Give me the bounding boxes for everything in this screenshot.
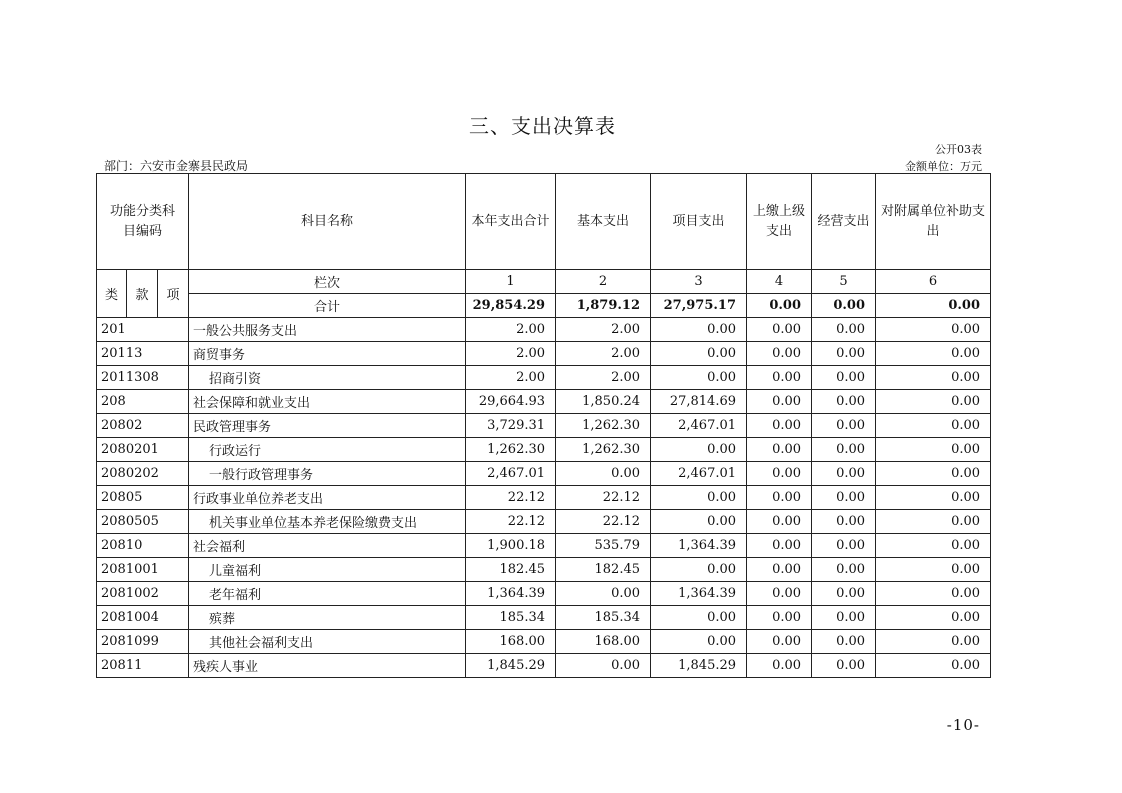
subheader-kuan: 款 <box>127 270 158 318</box>
row-value: 0.00 <box>747 582 812 606</box>
total-value: 29,854.29 <box>466 294 556 318</box>
row-code: 208 <box>97 390 189 414</box>
row-value: 0.00 <box>812 630 876 654</box>
table-row <box>97 366 991 390</box>
row-value: 0.00 <box>812 582 876 606</box>
row-value: 0.00 <box>747 486 812 510</box>
row-value: 0.00 <box>812 534 876 558</box>
subheader-xiang: 项 <box>158 270 189 318</box>
row-code: 2011308 <box>97 366 189 390</box>
table-row <box>97 558 991 582</box>
row-value: 0.00 <box>812 438 876 462</box>
row-value: 0.00 <box>812 558 876 582</box>
row-value: 168.00 <box>466 630 556 654</box>
total-label: 合计 <box>189 294 466 318</box>
row-value: 0.00 <box>651 510 747 534</box>
row-code: 2081099 <box>97 630 189 654</box>
row-value: 22.12 <box>556 486 651 510</box>
table-row <box>97 390 991 414</box>
header-subject-name: 科目名称 <box>189 174 466 270</box>
row-value: 0.00 <box>812 366 876 390</box>
column-index-5: 5 <box>812 270 876 294</box>
row-subject-name: 商贸事务 <box>189 342 466 366</box>
row-value: 0.00 <box>876 510 991 534</box>
total-row <box>97 294 991 318</box>
row-value: 0.00 <box>812 654 876 678</box>
row-value: 0.00 <box>876 462 991 486</box>
row-subject-name: 残疾人事业 <box>189 654 466 678</box>
row-value: 0.00 <box>876 534 991 558</box>
department-label: 部门：六安市金寨县民政局 <box>104 159 249 173</box>
header-project: 项目支出 <box>651 174 747 270</box>
row-value: 0.00 <box>651 438 747 462</box>
row-value: 0.00 <box>556 582 651 606</box>
row-value: 2.00 <box>556 318 651 342</box>
row-value: 22.12 <box>466 486 556 510</box>
row-value: 0.00 <box>876 654 991 678</box>
row-code: 2081004 <box>97 606 189 630</box>
page-title: 三、支出决算表 <box>469 114 616 138</box>
row-value: 0.00 <box>747 390 812 414</box>
row-value: 1,262.30 <box>556 438 651 462</box>
header-subsidy: 对附属单位补助支出 <box>876 174 991 270</box>
header-row <box>97 174 991 270</box>
row-value: 1,845.29 <box>466 654 556 678</box>
row-value: 0.00 <box>747 318 812 342</box>
row-value: 22.12 <box>466 510 556 534</box>
form-number: 公开03表 <box>935 143 982 156</box>
table-row <box>97 582 991 606</box>
row-code: 2081002 <box>97 582 189 606</box>
row-code: 2080201 <box>97 438 189 462</box>
table-row <box>97 414 991 438</box>
row-value: 0.00 <box>747 342 812 366</box>
column-index-3: 3 <box>651 270 747 294</box>
row-value: 2.00 <box>556 366 651 390</box>
row-value: 0.00 <box>812 342 876 366</box>
row-code: 20802 <box>97 414 189 438</box>
row-subject-name: 招商引资 <box>189 366 466 390</box>
row-value: 535.79 <box>556 534 651 558</box>
row-subject-name: 社会保障和就业支出 <box>189 390 466 414</box>
expenditure-table <box>96 173 991 678</box>
total-value: 0.00 <box>747 294 812 318</box>
row-value: 1,262.30 <box>466 438 556 462</box>
page-number: -10- <box>946 716 980 734</box>
row-value: 3,729.31 <box>466 414 556 438</box>
row-value: 0.00 <box>812 486 876 510</box>
row-value: 2.00 <box>466 318 556 342</box>
header-upper: 上缴上级支出 <box>747 174 812 270</box>
row-value: 0.00 <box>747 630 812 654</box>
row-value: 2.00 <box>556 342 651 366</box>
row-value: 2,467.01 <box>651 414 747 438</box>
table-row <box>97 342 991 366</box>
row-value: 0.00 <box>651 630 747 654</box>
row-value: 0.00 <box>556 462 651 486</box>
row-value: 22.12 <box>556 510 651 534</box>
header-business: 经营支出 <box>812 174 876 270</box>
column-index-label: 栏次 <box>189 270 466 294</box>
total-value: 0.00 <box>876 294 991 318</box>
row-code: 2080505 <box>97 510 189 534</box>
row-subject-name: 机关事业单位基本养老保险缴费支出 <box>189 510 466 534</box>
row-value: 185.34 <box>556 606 651 630</box>
row-value: 0.00 <box>876 342 991 366</box>
row-value: 0.00 <box>812 606 876 630</box>
row-value: 0.00 <box>812 390 876 414</box>
row-value: 1,900.18 <box>466 534 556 558</box>
row-value: 0.00 <box>876 582 991 606</box>
row-value: 0.00 <box>876 390 991 414</box>
column-index-2: 2 <box>556 270 651 294</box>
row-value: 0.00 <box>876 318 991 342</box>
header-basic: 基本支出 <box>556 174 651 270</box>
table-row <box>97 654 991 678</box>
row-subject-name: 民政管理事务 <box>189 414 466 438</box>
total-value: 0.00 <box>812 294 876 318</box>
row-value: 0.00 <box>651 486 747 510</box>
row-code: 2081001 <box>97 558 189 582</box>
table-row <box>97 630 991 654</box>
row-subject-name: 行政运行 <box>189 438 466 462</box>
row-value: 0.00 <box>876 438 991 462</box>
row-value: 0.00 <box>812 318 876 342</box>
row-value: 168.00 <box>556 630 651 654</box>
row-value: 182.45 <box>556 558 651 582</box>
row-value: 2,467.01 <box>651 462 747 486</box>
total-value: 1,879.12 <box>556 294 651 318</box>
row-value: 1,850.24 <box>556 390 651 414</box>
row-subject-name: 其他社会福利支出 <box>189 630 466 654</box>
row-subject-name: 行政事业单位养老支出 <box>189 486 466 510</box>
row-value: 0.00 <box>651 366 747 390</box>
row-value: 2.00 <box>466 366 556 390</box>
row-value: 0.00 <box>747 654 812 678</box>
row-value: 0.00 <box>812 510 876 534</box>
row-value: 1,364.39 <box>651 534 747 558</box>
row-value: 185.34 <box>466 606 556 630</box>
table-row <box>97 438 991 462</box>
row-subject-name: 儿童福利 <box>189 558 466 582</box>
amount-unit-label: 金额单位：万元 <box>905 160 982 173</box>
column-index-4: 4 <box>747 270 812 294</box>
row-value: 29,664.93 <box>466 390 556 414</box>
row-value: 27,814.69 <box>651 390 747 414</box>
table-row <box>97 534 991 558</box>
column-index-1: 1 <box>466 270 556 294</box>
row-subject-name: 老年福利 <box>189 582 466 606</box>
table-row <box>97 606 991 630</box>
row-code: 201 <box>97 318 189 342</box>
row-value: 2.00 <box>466 342 556 366</box>
table-row <box>97 318 991 342</box>
subheader-lei: 类 <box>97 270 127 318</box>
row-value: 1,364.39 <box>466 582 556 606</box>
table-row <box>97 486 991 510</box>
row-value: 0.00 <box>651 606 747 630</box>
row-subject-name: 一般行政管理事务 <box>189 462 466 486</box>
row-value: 0.00 <box>876 558 991 582</box>
row-value: 0.00 <box>556 654 651 678</box>
row-value: 0.00 <box>651 318 747 342</box>
row-subject-name: 殡葬 <box>189 606 466 630</box>
row-value: 0.00 <box>747 438 812 462</box>
row-value: 0.00 <box>876 366 991 390</box>
row-value: 0.00 <box>876 486 991 510</box>
row-value: 0.00 <box>812 462 876 486</box>
row-value: 2,467.01 <box>466 462 556 486</box>
row-value: 0.00 <box>651 342 747 366</box>
row-value: 0.00 <box>747 606 812 630</box>
row-value: 1,845.29 <box>651 654 747 678</box>
row-code: 20113 <box>97 342 189 366</box>
row-value: 1,262.30 <box>556 414 651 438</box>
row-value: 0.00 <box>876 414 991 438</box>
row-code: 20805 <box>97 486 189 510</box>
total-value: 27,975.17 <box>651 294 747 318</box>
row-value: 0.00 <box>747 366 812 390</box>
row-value: 0.00 <box>747 534 812 558</box>
row-value: 0.00 <box>812 414 876 438</box>
row-value: 0.00 <box>876 630 991 654</box>
column-index-row <box>97 270 991 294</box>
row-value: 0.00 <box>747 558 812 582</box>
column-index-6: 6 <box>876 270 991 294</box>
header-func-code: 功能分类科目编码 <box>97 174 189 270</box>
header-total: 本年支出合计 <box>466 174 556 270</box>
row-value: 0.00 <box>747 510 812 534</box>
row-code: 20811 <box>97 654 189 678</box>
row-value: 0.00 <box>651 558 747 582</box>
row-value: 0.00 <box>747 414 812 438</box>
table-row <box>97 462 991 486</box>
row-subject-name: 社会福利 <box>189 534 466 558</box>
row-value: 0.00 <box>747 462 812 486</box>
row-subject-name: 一般公共服务支出 <box>189 318 466 342</box>
row-code: 2080202 <box>97 462 189 486</box>
row-code: 20810 <box>97 534 189 558</box>
table-row <box>97 510 991 534</box>
row-value: 1,364.39 <box>651 582 747 606</box>
row-value: 182.45 <box>466 558 556 582</box>
row-value: 0.00 <box>876 606 991 630</box>
